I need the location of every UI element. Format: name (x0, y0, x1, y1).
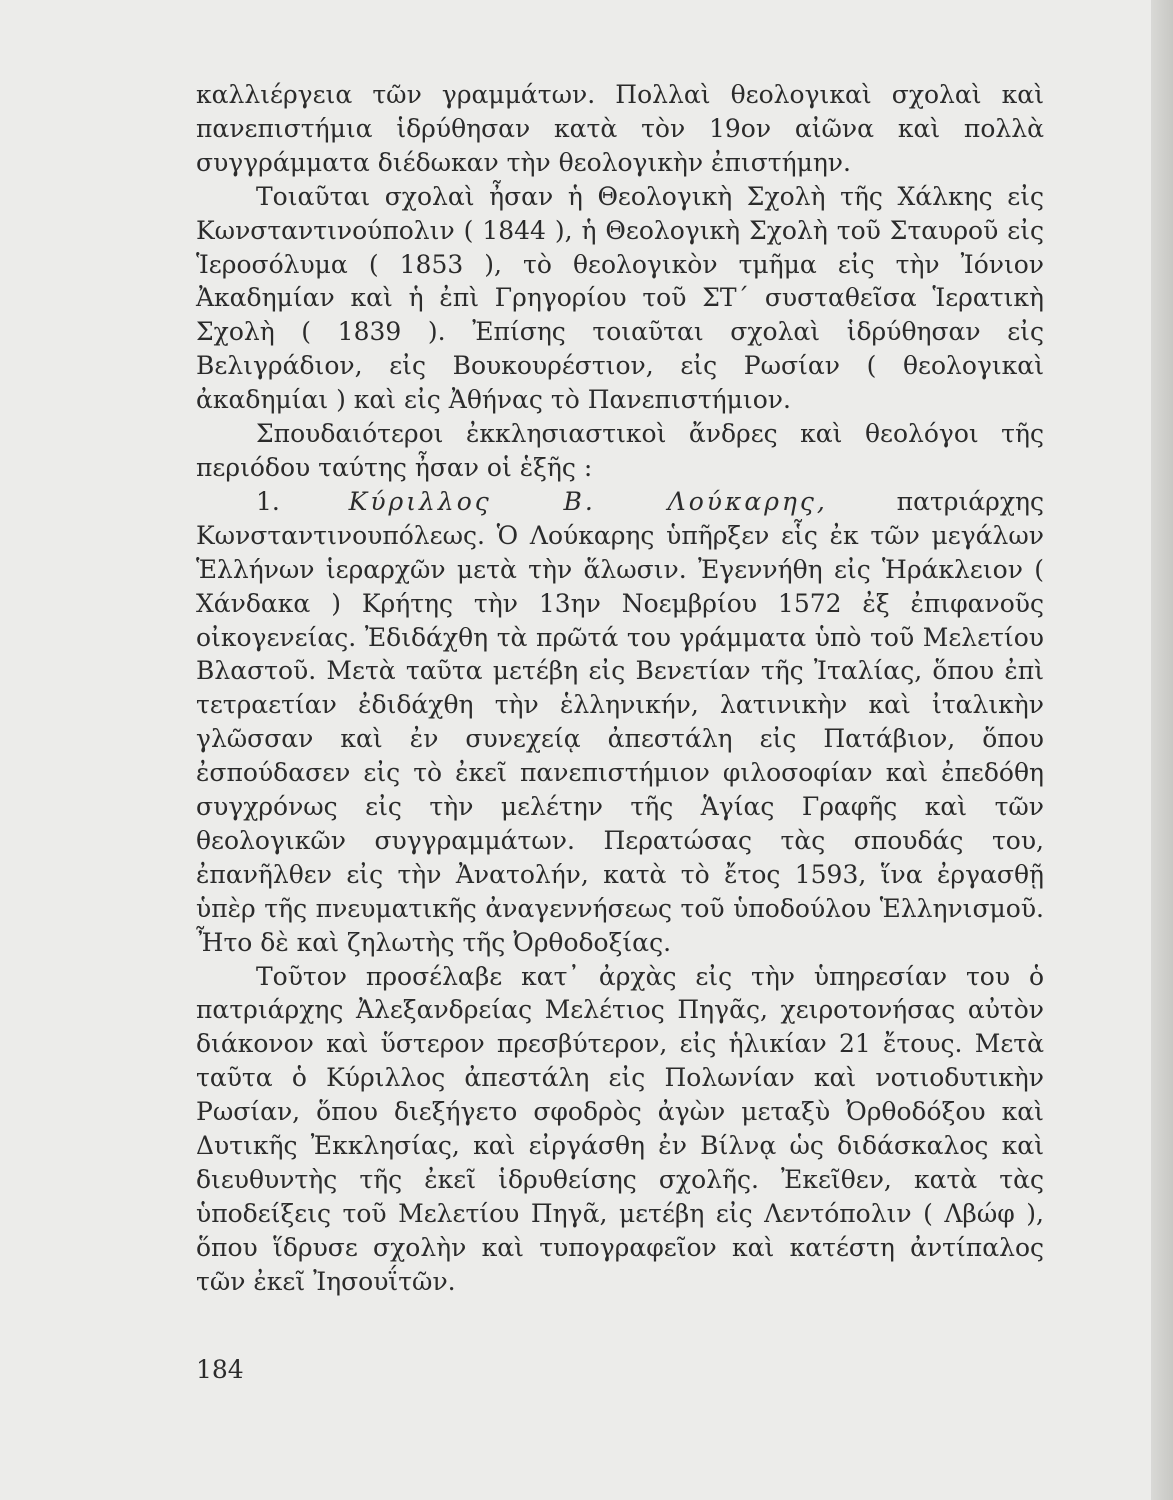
paragraph-schools: Τοιαῦται σχολαὶ ἦσαν ἡ Θεολογικὴ Σχολὴ τῆς Χάλκης εἰς Κωνσταντινούπολιν ( 1844 ), ἡ Θεολογικὴ Σχολὴ τοῦ Σταυροῦ εἰς Ἱεροσόλυμα ( 1853 ), τὸ θεολογικὸν τμῆμα εἰς τὴν Ἰόνιον Ἀκαδημίαν καὶ ἡ ἐπὶ Γρηγορίου τοῦ ΣΤ΄ συσταθεῖσα Ἱερατικὴ Σχολὴ ( 1839 ). Ἐπίσης τοιαῦται σχολαὶ ἱδρύθησαν εἰς Βελιγράδιον, εἰς Βουκουρέστιον, εἰς Ρωσίαν ( θεολογικαὶ ἀκαδημίαι ) καὶ εἰς Ἀθήνας τὸ Πανεπιστήμιον. (196, 181, 1044, 415)
paragraph-continuation: καλλιέργεια τῶν γραμμάτων. Πολλαὶ θεολογικαὶ σχολαὶ καὶ πανεπιστήμια ἱδρύθησαν κατὰ τὸν 19ον αἰῶνα καὶ πολλὰ συγγράμματα διέδωκαν τὴν θεολογικὴν ἐπιστήμην. (196, 80, 1044, 177)
page-edge-shadow (1151, 0, 1173, 1500)
paragraph-career: Τοῦτον προσέλαβε κατ᾽ ἀρχὰς εἰς τὴν ὑπηρεσίαν του ὁ πατριάρχης Ἀλεξανδρείας Μελέτιος Πηγᾶς, χειροτονήσας αὐτὸν διάκονον καὶ ὕστερον πρεσβύτερον, εἰς ἡλικίαν 21 ἔτους. Μετὰ ταῦτα ὁ Κύριλλος ἀπεστάλη εἰς Πολωνίαν καὶ νοτιοδυτικὴν Ρωσίαν, ὅπου διεξήγετο σφοδρὸς ἀγὼν μεταξὺ Ὀρθοδόξου καὶ Δυτικῆς Ἐκκλησίας, καὶ εἰργάσθη ἐν Βίλνᾳ ὡς διδάσκαλος καὶ διευθυντὴς τῆς ἐκεῖ ἱδρυθείσης σχολῆς. Ἐκεῖθεν, κατὰ τὰς ὑποδείξεις τοῦ Μελετίου Πηγᾶ, μετέβη εἰς Λεντόπολιν ( Λβώφ ), ὅπου ἵδρυσε σχολὴν καὶ τυπογραφεῖον καὶ κατέστη ἀντίπαλος τῶν ἐκεῖ Ἰησουΐτῶν. (196, 961, 1044, 1296)
item-number: 1. (256, 486, 280, 516)
list-item-loukaris (196, 485, 1044, 960)
item-text: πατριάρχης Κωνσταντινουπόλεως. Ὁ Λούκαρης ὑπῆρξεν εἷς ἐκ τῶν μεγάλων Ἑλλήνων ἱεραρχῶν μετὰ τὴν ἅλωσιν. Ἐγεννήθη εἰς Ἡράκλειον ( Χάνδακα ) Κρήτης τὴν 13ην Νοεμβρίου 1572 ἐξ ἐπιφανοῦς οἰκογενείας. Ἐδιδάχθη τὰ πρῶτά του γράμματα ὑπὸ τοῦ Μελετίου Βλαστοῦ. Μετὰ ταῦτα μετέβη εἰς Βενετίαν τῆς Ἰταλίας, ὅπου ἐπὶ τετραετίαν ἐδιδάχθη τὴν ἑλληνικήν, λατινικὴν καὶ ἰταλικὴν γλῶσσαν καὶ ἐν συνεχείᾳ ἀπεστάλη εἰς Πατάβιον, ὅπου ἐσπούδασεν εἰς τὸ ἐκεῖ πανεπιστήμιον φιλοσοφίαν καὶ ἐπεδόθη συγχρόνως εἰς τὴν μελέτην τῆς Ἁγίας Γραφῆς καὶ τῶν θεολογικῶν συγγραμμάτων. Περατώσας τὰς σπουδάς του, ἐπανῆλθεν εἰς τὴν Ἀνατολήν, κατὰ τὸ ἔτος 1593, ἵνα ἐργασθῇ ὑπὲρ τῆς πνευματικῆς ἀναγεννήσεως τοῦ ὑποδούλου Ἑλληνισμοῦ. Ἦτο δὲ καὶ ζηλωτὴς τῆς Ὀρθοδοξίας. (196, 486, 1044, 957)
item-name: Κύριλλος Β. Λούκαρης, (348, 486, 828, 516)
page-number: 184 (196, 1355, 244, 1384)
body-text (196, 78, 1044, 1299)
paragraph-intro-list: Σπουδαιότεροι ἐκκλησιαστικοὶ ἄνδρες καὶ θεολόγοι τῆς περιόδου ταύτης ἦσαν οἱ ἑξῆς : (196, 419, 1044, 482)
